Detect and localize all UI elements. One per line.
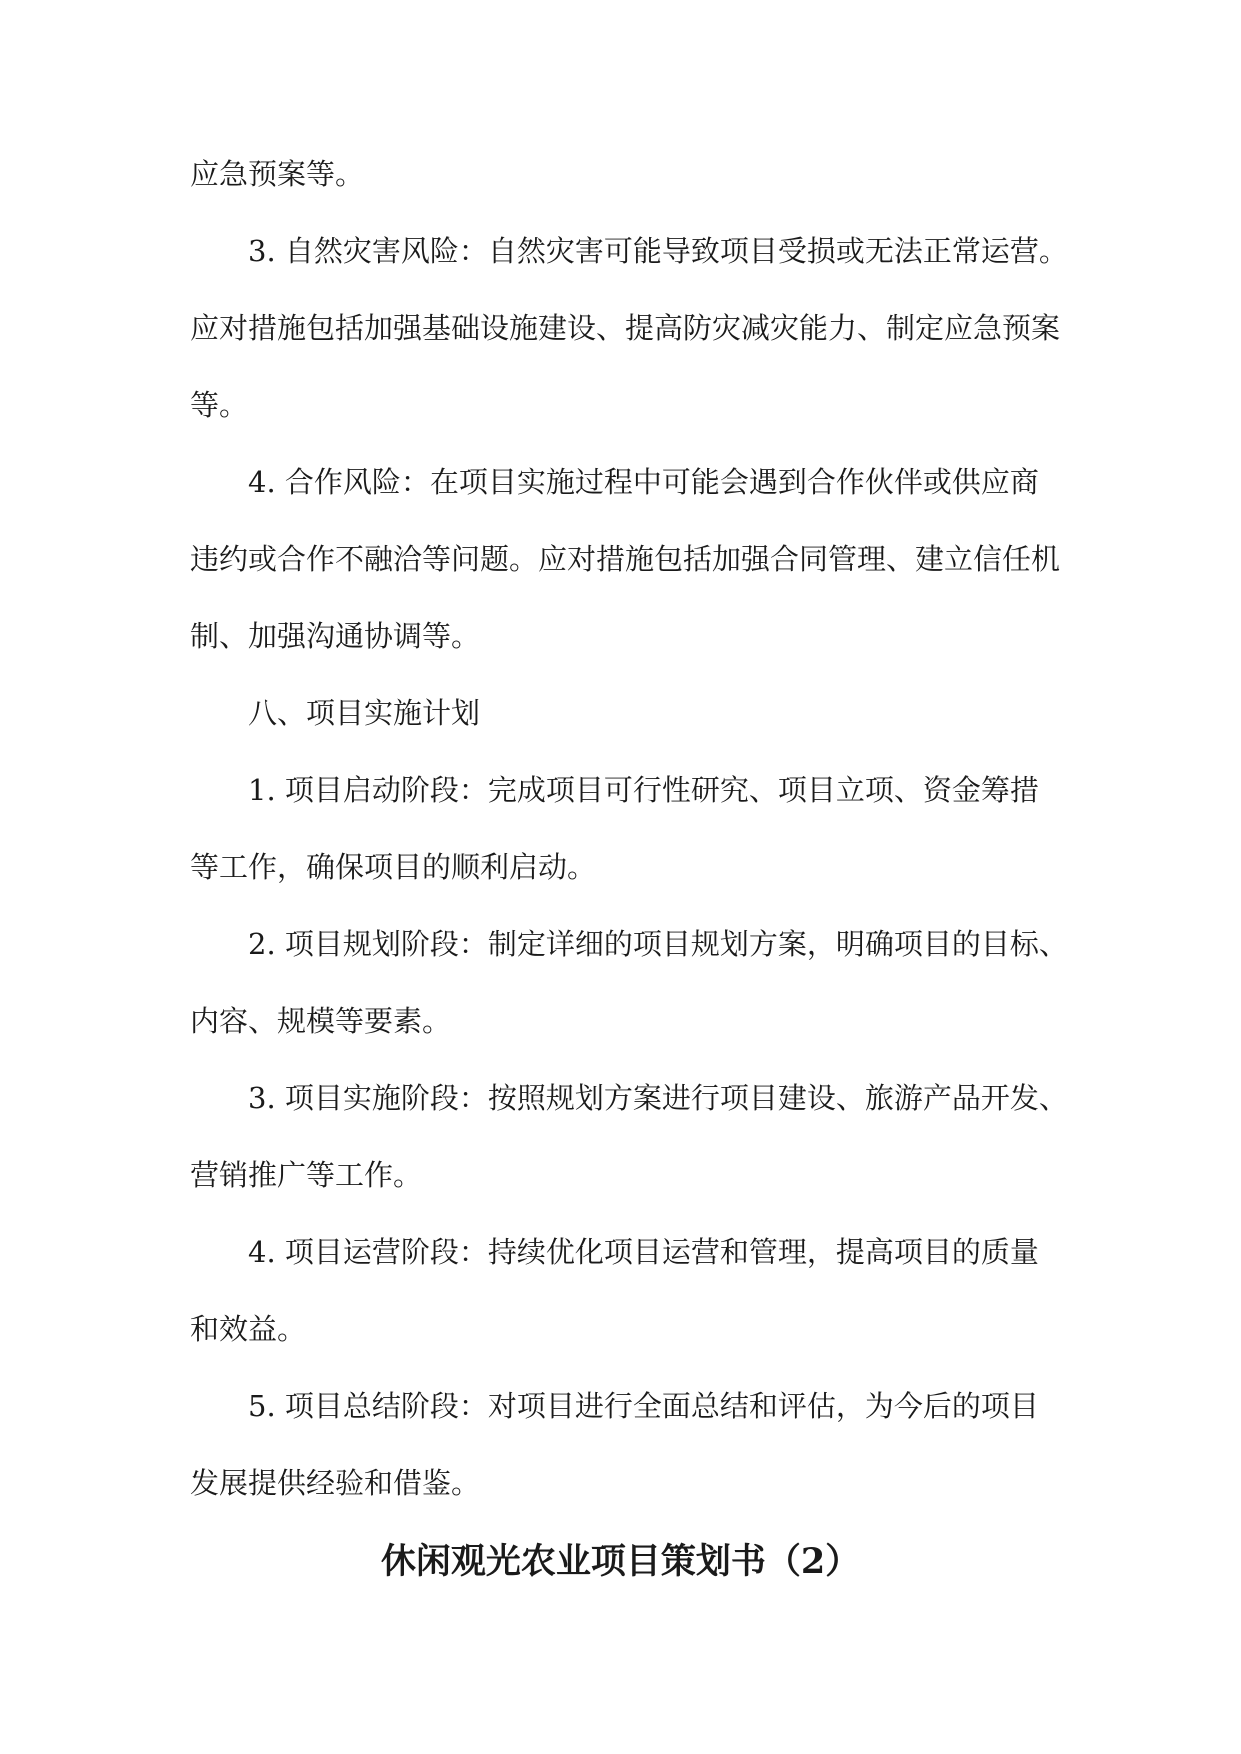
list-item-planning-phase: 2. 项目规划阶段：制定详细的项目规划方案，明确项目的目标、 [248,927,1068,961]
text-line: 和效益。 [190,1312,307,1346]
list-item-operation-phase: 4. 项目运营阶段：持续优化项目运营和管理，提高项目的质量 [248,1235,1039,1269]
section-heading-implementation-plan: 八、项目实施计划 [248,696,481,730]
text-line: 营销推广等工作。 [190,1158,423,1192]
text-line: 发展提供经验和借鉴。 [190,1466,481,1500]
document-body [190,136,1068,1522]
text-line: 违约或合作不融洽等问题。应对措施包括加强合同管理、建立信任机 [190,542,1061,576]
text-line: 应急预案等。 [190,157,365,191]
text-line: 等工作，确保项目的顺利启动。 [190,850,597,884]
list-item-summary-phase: 5. 项目总结阶段：对项目进行全面总结和评估，为今后的项目 [248,1389,1039,1423]
text-line: 制、加强沟通协调等。 [190,619,481,653]
text-line: 等。 [190,388,249,422]
list-item-startup-phase: 1. 项目启动阶段：完成项目可行性研究、项目立项、资金筹措 [248,773,1039,807]
list-item-implementation-phase: 3. 项目实施阶段：按照规划方案进行项目建设、旅游产品开发、 [248,1081,1068,1115]
list-item-natural-disaster-risk: 3. 自然灾害风险：自然灾害可能导致项目受损或无法正常运营。 [248,234,1068,268]
text-line: 应对措施包括加强基础设施建设、提高防灾减灾能力、制定应急预案 [190,311,1061,345]
list-item-cooperation-risk: 4. 合作风险：在项目实施过程中可能会遇到合作伙伴或供应商 [248,465,1039,499]
document-title: 休闲观光农业项目策划书（2） [380,1541,861,1582]
text-line: 内容、规模等要素。 [190,1004,452,1038]
